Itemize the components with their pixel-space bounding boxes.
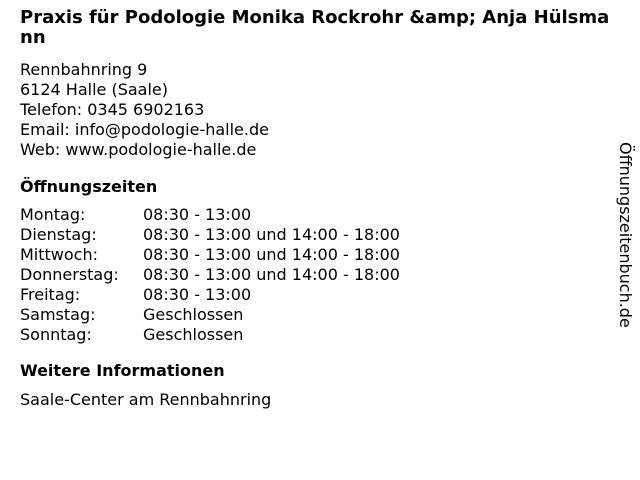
- hours-time: 08:30 - 13:00: [143, 285, 252, 304]
- practice-card: [20, 8, 620, 410]
- hours-time: Geschlossen: [143, 325, 244, 344]
- hours-day: Sonntag:: [20, 325, 92, 344]
- hours-time: 08:30 - 13:00 und 14:00 - 18:00: [143, 245, 400, 264]
- hours-time: 08:30 - 13:00 und 14:00 - 18:00: [143, 225, 400, 244]
- more-info-text: Saale-Center am Rennbahnring: [20, 390, 272, 409]
- hours-day: Dienstag:: [20, 225, 97, 244]
- hours-row-wednesday: [20, 245, 620, 265]
- contact-block: [20, 60, 620, 160]
- opening-hours-heading: Öffnungszeiten: [20, 177, 158, 196]
- practice-title: Praxis für Podologie Monika Rockrohr &amp; Anja Hülsmann: [20, 7, 610, 48]
- hours-row-sunday: [20, 325, 620, 345]
- hours-time: 08:30 - 13:00: [143, 205, 252, 224]
- hours-time: 08:30 - 13:00 und 14:00 - 18:00: [143, 265, 400, 284]
- hours-row-thursday: [20, 265, 620, 285]
- hours-row-saturday: [20, 305, 620, 325]
- phone-line: Telefon: 0345 6902163: [20, 100, 205, 119]
- hours-row-friday: [20, 285, 620, 305]
- hours-row-tuesday: [20, 225, 620, 245]
- hours-day: Samstag:: [20, 305, 96, 324]
- hours-row-monday: [20, 205, 620, 225]
- side-brand-label: [612, 134, 638, 336]
- email-line: Email: info@podologie-halle.de: [20, 120, 269, 139]
- hours-time: Geschlossen: [143, 305, 244, 324]
- web-line: Web: www.podologie-halle.de: [20, 140, 257, 159]
- address-city: 6124 Halle (Saale): [20, 80, 168, 99]
- hours-day: Montag:: [20, 205, 86, 224]
- more-info-heading: Weitere Informationen: [20, 361, 225, 380]
- opening-hours-table: [20, 205, 620, 345]
- address-street: Rennbahnring 9: [20, 60, 148, 79]
- hours-day: Donnerstag:: [20, 265, 119, 284]
- hours-day: Freitag:: [20, 285, 81, 304]
- hours-day: Mittwoch:: [20, 245, 98, 264]
- brand-text: Öffnungszeitenbuch.de: [616, 142, 635, 328]
